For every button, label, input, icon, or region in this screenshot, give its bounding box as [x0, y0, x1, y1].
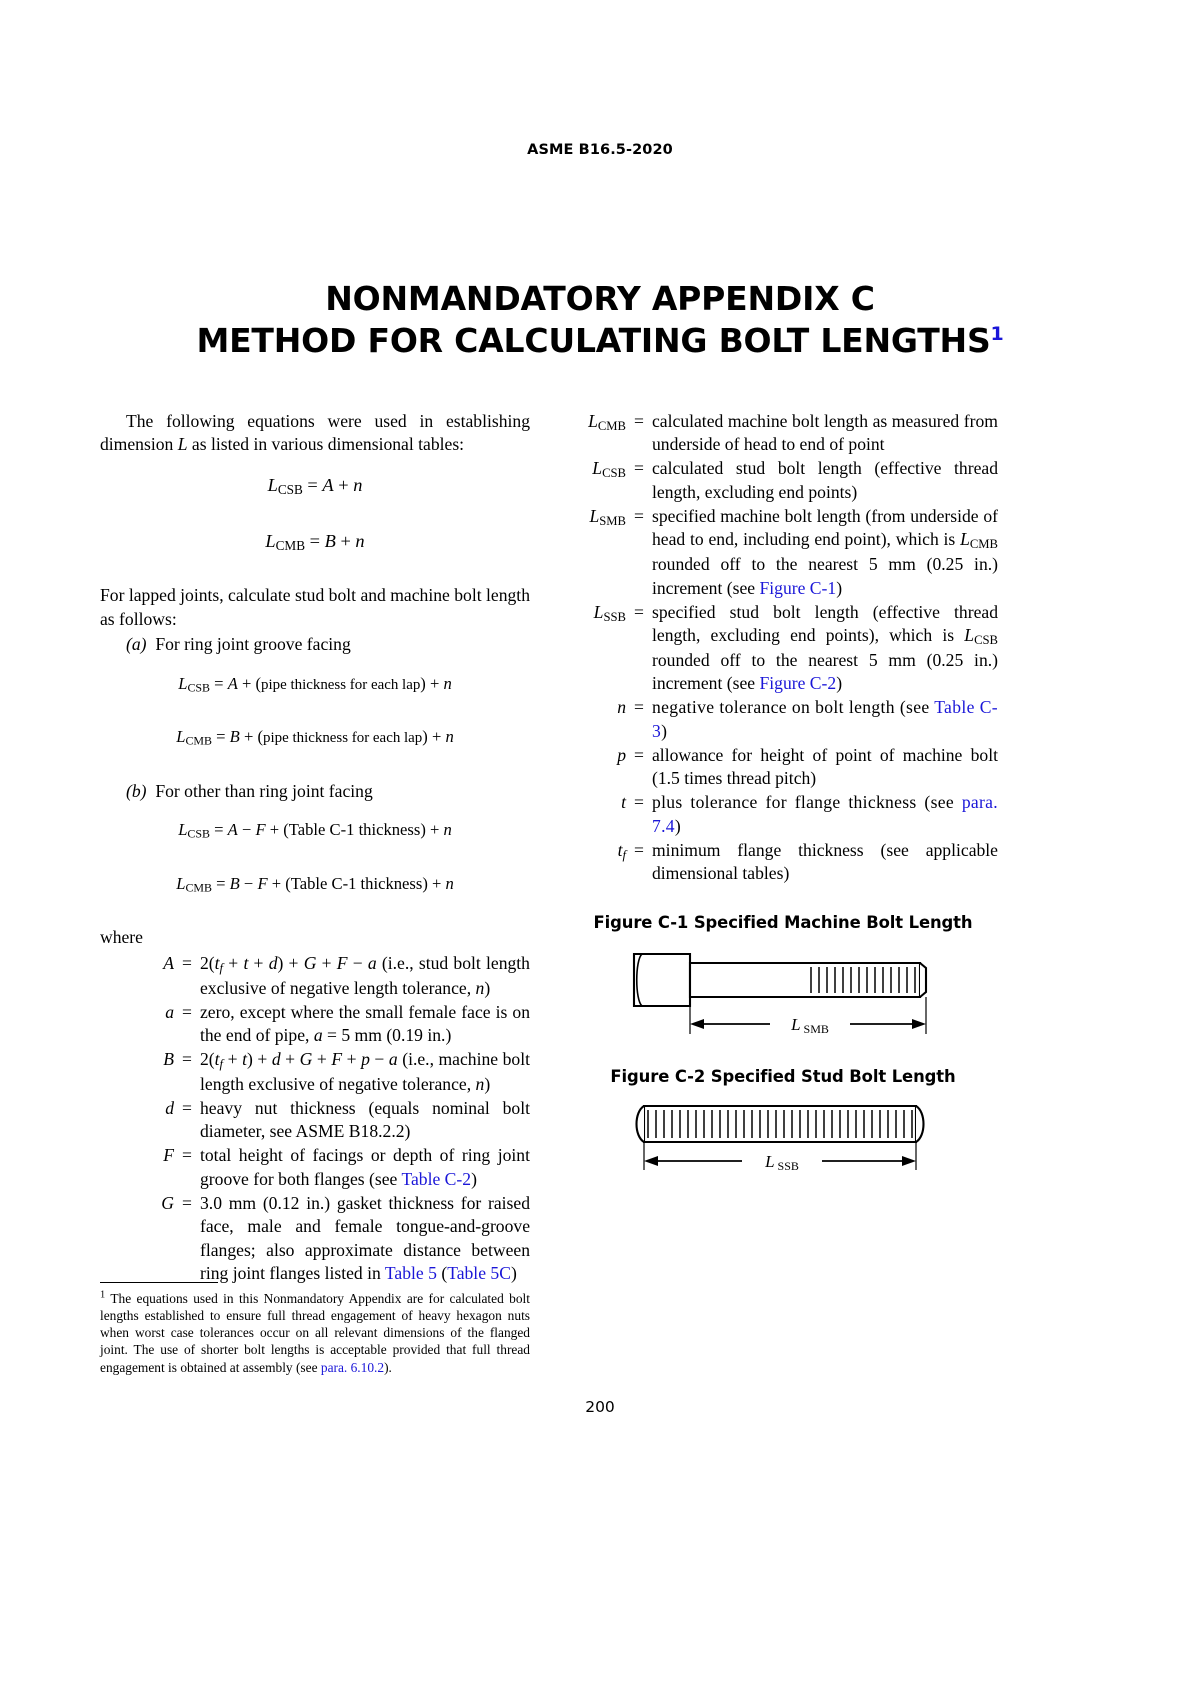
definition-row-tf: [568, 839, 998, 886]
definition-desc-lcsb: calculated stud bolt length (effective thread length, excluding end points): [652, 458, 998, 502]
definition-desc-t: plus tolerance for flange thickness (see para. 7.4): [652, 792, 998, 836]
definition-symbol-t: t: [621, 792, 626, 813]
definition-equals: =: [634, 411, 644, 431]
definition-symbol-B: B: [163, 1049, 174, 1070]
definition-symbol-tf: tf: [617, 839, 626, 862]
equation-lcsb-other: $L_{CSB} = A - F$ + (Table C-1 thickness) + n: [178, 820, 452, 841]
figure-c-2: [568, 1066, 998, 1178]
definition-desc-d: heavy nut thickness (equals nominal bolt diameter, see ASME B18.2.2): [200, 1097, 530, 1142]
definition-desc-tf: minimum flange thickness (see applicable dimensional tables): [652, 839, 998, 884]
equation-lcmb-1: $L_{CMB} = B + n$: [265, 530, 365, 553]
definition-row-lssb: [568, 601, 998, 697]
where-label: where: [100, 927, 143, 948]
bolt-point: [920, 963, 926, 997]
definition-desc-lcmb: calculated machine bolt length as measured from underside of head to end of point: [652, 411, 998, 455]
link-figure-c-2[interactable]: Figure C-2: [759, 673, 837, 694]
running-header: ASME B16.5-2020: [527, 142, 673, 158]
definition-row-n: [568, 696, 998, 743]
definition-equals: =: [634, 697, 644, 718]
link-table-c-2[interactable]: Table C-2: [401, 1168, 472, 1189]
figure-c-1: [568, 912, 998, 1040]
list-item-b-marker: (b): [126, 780, 147, 801]
definition-equals: =: [182, 1049, 192, 1070]
definition-row-F: [100, 1144, 530, 1191]
link-para-6-10-2[interactable]: para. 6.10.2: [320, 1359, 385, 1375]
definition-equals: =: [634, 458, 644, 479]
definition-desc-G: 3.0 mm (0.12 in.) gasket thickness for raised face, male and female tongue-and-groove flanges; also approximate distance between ring joint flanges listed in Table 5 (Table 5C): [200, 1192, 530, 1284]
definition-equals: =: [634, 505, 644, 526]
stud-body: [644, 1106, 916, 1142]
definition-row-lsmb: [568, 505, 998, 601]
definition-row-lcsb: [568, 457, 998, 504]
list-item-b-label: For other than ring joint facing: [155, 780, 373, 801]
footnote-rule: [100, 1282, 218, 1283]
link-figure-c-1[interactable]: Figure C-1: [759, 577, 837, 598]
definition-symbol-G: G: [161, 1192, 174, 1213]
left-column: [100, 410, 530, 1286]
arrowhead-left: [644, 1156, 658, 1166]
definition-desc-p: allowance for height of point of machine bolt (1.5 times thread pitch): [652, 744, 998, 789]
title-line-1: NONMANDATORY APPENDIX C: [325, 279, 875, 318]
arrowhead-left: [690, 1019, 704, 1029]
figure-c-1-caption: Figure C-1 Specified Machine Bolt Length: [593, 913, 973, 933]
definition-desc-a: zero, except where the small female face is on the end of pipe, a = 5 mm (0.19 in.): [200, 1001, 530, 1046]
machine-bolt-diagram: [620, 944, 946, 1040]
definition-desc-B: 2(tf + t) + d + G + F + p − a (i.e., machine bolt length exclusive of negative tolerance, n): [200, 1049, 530, 1094]
definition-row-B: [100, 1048, 530, 1097]
definition-equals: =: [182, 1001, 192, 1022]
lapped-joints-paragraph: For lapped joints, calculate stud bolt and machine bolt length as follows:: [100, 585, 530, 629]
definition-symbol-a: a: [165, 1001, 174, 1022]
where-definition-list: [100, 952, 530, 1286]
page-title: [0, 278, 1200, 362]
definition-desc-lssb: specified stud bolt length (effective thread length, excluding end points), which is $L_{CSB}$ rounded off to the nearest 5 mm (0.25 in.) increment (see Figure C-2): [652, 601, 998, 694]
symbol-definition-list: [568, 410, 998, 886]
definition-symbol-F: F: [163, 1145, 174, 1166]
list-item-b: [100, 780, 530, 803]
definition-equals: =: [634, 839, 644, 860]
intro-paragraph: The following equations were used in establishing dimension L as listed in various dimensional tables:: [100, 411, 530, 455]
equation-lcsb-1: $L_{CSB} = A + n$: [267, 474, 363, 497]
page-number: 200: [585, 1398, 615, 1416]
title-footnote-marker[interactable]: 1: [990, 323, 1004, 346]
definition-row-a: [100, 1001, 530, 1048]
definition-row-lcmb: [568, 410, 998, 457]
definition-desc-A: 2(tf + t + d) + G + F − a (i.e., stud bolt length exclusive of negative length tolerance, n): [200, 952, 530, 998]
definition-row-d: [100, 1097, 530, 1144]
arrowhead-right: [912, 1019, 926, 1029]
link-para-7-4[interactable]: para. 7.4: [652, 792, 998, 836]
definition-equals: =: [182, 952, 192, 973]
footnote: [100, 1282, 530, 1376]
bolt-head: [634, 954, 690, 1006]
footnote-text: $^1$ The equations used in this Nonmandatory Appendix are for calculated bolt lengths established to ensure full thread engagement of heavy hexagon nuts when worst case tolerances occur on all relevant dimensions of the flanged joint. The use of shorter bolt lengths is acceptable provided that full thread engagement is obtained at assembly (see para. 6.10.2).: [100, 1289, 530, 1375]
definition-equals: =: [634, 601, 644, 622]
definition-symbol-lsmb: $L_{SMB}$: [589, 505, 626, 528]
title-line-2-text: METHOD FOR CALCULATING BOLT LENGTHS: [196, 321, 991, 361]
arrowhead-right: [902, 1156, 916, 1166]
list-item-a: [100, 633, 530, 656]
equation-lcsb-lapped: $L_{CSB} = A$ + (pipe thickness for each lap) + n: [178, 673, 452, 695]
definition-desc-n: negative tolerance on bolt length (see Table C-3): [652, 697, 998, 741]
definition-row-A: [100, 952, 530, 1001]
stud-bolt-diagram: [620, 1098, 946, 1178]
definition-symbol-lcsb: $L_{CSB}$: [592, 458, 626, 481]
list-item-a-label: For ring joint groove facing: [155, 634, 351, 655]
definition-desc-lsmb: specified machine bolt length (from underside of head to end, including end point), which is $L_{CMB}$ rounded off to the nearest 5 mm (0.25 in.) increment (see Figure C-1): [652, 505, 998, 598]
dimension-label-lssb: L SSB: [765, 1151, 799, 1173]
definition-row-G: [100, 1192, 530, 1286]
equation-lcmb-lapped: $L_{CMB} = B$ + (pipe thickness for each lap) + n: [176, 727, 454, 748]
definition-symbol-d: d: [165, 1097, 174, 1118]
link-table-5c[interactable]: Table 5C: [447, 1263, 511, 1284]
bolt-shank: [690, 963, 920, 997]
definition-equals: =: [182, 1192, 192, 1213]
stud-end-right: [916, 1106, 924, 1142]
dimension-label-lsmb: L SMB: [791, 1014, 829, 1036]
definition-symbol-lcmb: $L_{CMB}$: [588, 411, 626, 433]
definition-symbol-lssb: $L_{SSB}$: [593, 601, 626, 624]
definition-row-p: [568, 744, 998, 791]
definition-equals: =: [634, 744, 644, 765]
footnote-marker: 1: [100, 1289, 106, 1301]
definition-row-t: [568, 791, 998, 838]
link-table-5[interactable]: Table 5: [384, 1263, 437, 1284]
right-column: [568, 410, 998, 1178]
list-item-a-marker: (a): [126, 634, 147, 655]
title-line-2: [0, 320, 1200, 362]
definition-equals: =: [634, 792, 644, 813]
definition-desc-F: total height of facings or depth of ring joint groove for both flanges (see Table C-2): [200, 1145, 530, 1189]
link-table-c-3[interactable]: Table C-3: [652, 697, 998, 741]
definition-symbol-n: n: [617, 697, 626, 718]
equation-lcmb-other: $L_{CMB} = B - F$ + (Table C-1 thickness) + n: [176, 873, 454, 895]
definition-equals: =: [182, 1097, 192, 1118]
definition-symbol-p: p: [617, 744, 626, 765]
figure-c-2-caption: Figure C-2 Specified Stud Bolt Length: [610, 1066, 956, 1086]
stud-end-left: [637, 1106, 645, 1142]
definition-symbol-A: A: [163, 952, 174, 973]
definition-equals: =: [182, 1145, 192, 1166]
